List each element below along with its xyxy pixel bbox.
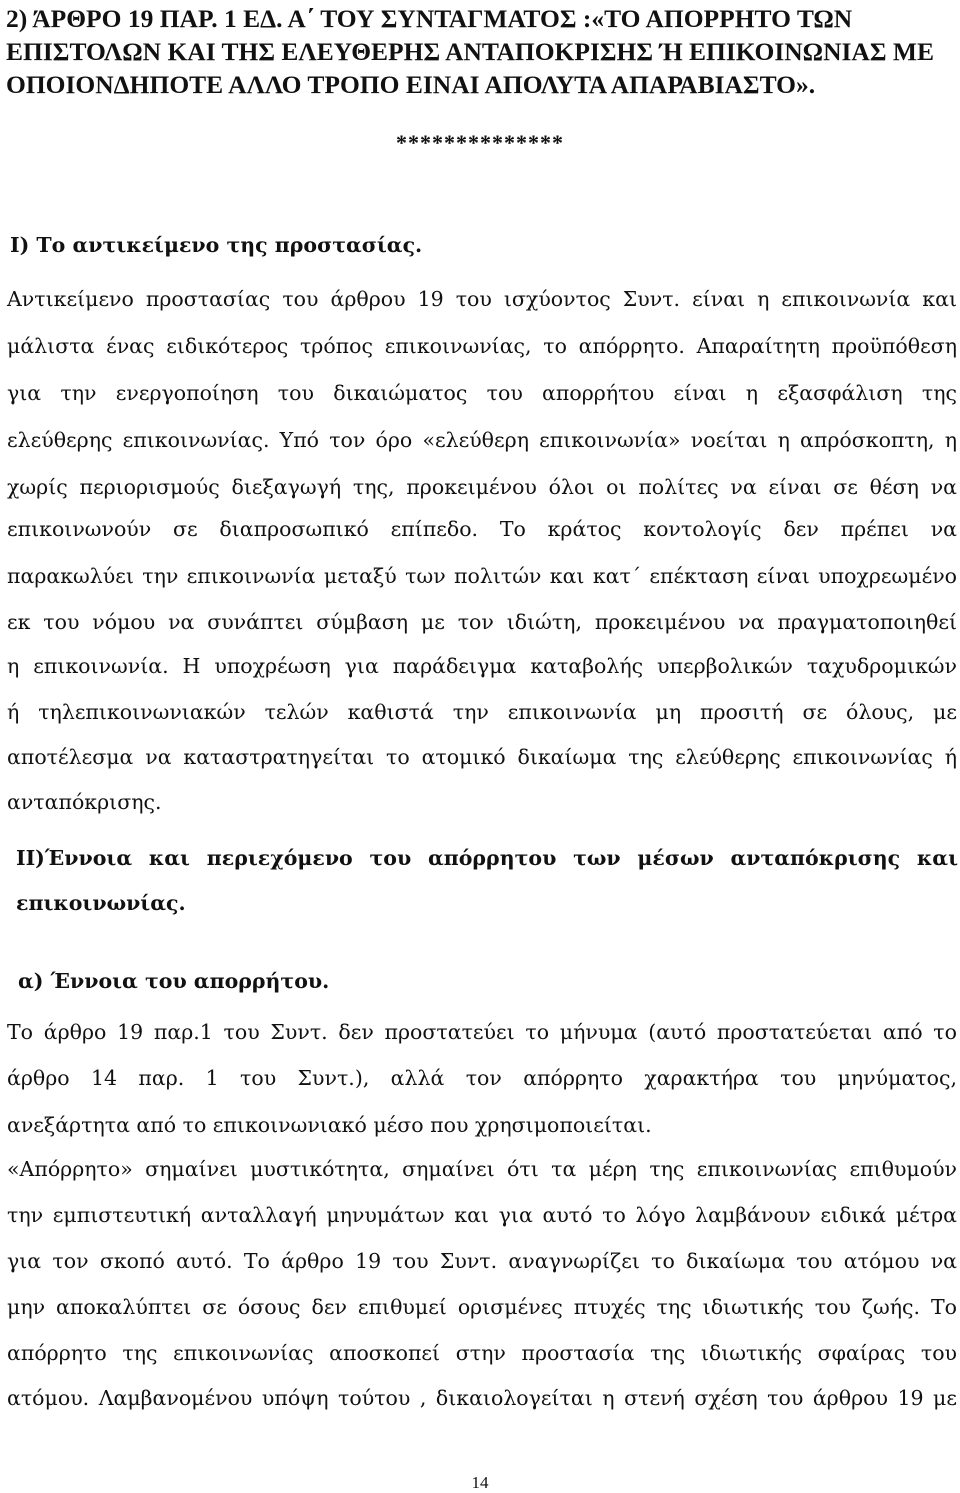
text-line: ή τηλεπικοινωνιακών τελών καθιστά την επικοινωνία μη προσιτή σε όλους, με [7, 700, 957, 724]
text-line: Αντικείμενο προστασίας του άρθρου 19 του ισχύοντος Συντ. είναι η επικοινωνία και [7, 287, 957, 311]
text-line: απόρρητο της επικοινωνίας αποσκοπεί στην προστασία της ιδιωτικής σφαίρας του [7, 1341, 957, 1365]
page-number: 14 [471, 1473, 489, 1492]
text-line: ανταπόκρισης. [7, 790, 162, 814]
text-line: χωρίς περιορισμούς διεξαγωγή της, προκειμένου όλοι οι πολίτες να είναι σε θέση να [7, 475, 957, 499]
text-line: μην αποκαλύπτει σε όσους δεν επιθυμεί ορισμένες πτυχές της ιδιωτικής του ζωής. Το [7, 1295, 957, 1319]
text-line: άρθρο 14 παρ. 1 του Συντ.), αλλά τον απόρρητο χαρακτήρα του μηνύματος, [7, 1066, 957, 1090]
separator-stars: ************** [396, 130, 564, 155]
text-line: ελεύθερης επικοινωνίας. Υπό τον όρο «ελεύθερη επικοινωνία» νοείται η απρόσκοπτη, η [7, 428, 957, 452]
text-line: Το άρθρο 19 παρ.1 του Συντ. δεν προστατεύει το μήνυμα (αυτό προστατεύεται από το [7, 1020, 957, 1044]
subsection-heading-a: α) Έννοια του απορρήτου. [18, 969, 330, 993]
text-line: μάλιστα ένας ειδικότερος τρόπος επικοινωνίας, το απόρρητο. Απαραίτητη προϋπόθεση [7, 334, 957, 358]
text-line: επικοινωνούν σε διαπροσωπικό επίπεδο. Το κράτος κοντολογίς δεν πρέπει να [7, 517, 957, 541]
text-line: «Απόρρητο» σημαίνει μυστικότητα, σημαίνει ότι τα μέρη της επικοινωνίας επιθυμούν [7, 1157, 957, 1181]
text-line: για την ενεργοποίηση του δικαιώματος του απορρήτου είναι η εξασφάλιση της [7, 381, 957, 405]
section-heading-1: I) Το αντικείμενο της προστασίας. [10, 233, 423, 257]
text-line: η επικοινωνία. Η υποχρέωση για παράδειγμα καταβολής υπερβολικών ταχυδρομικών [7, 654, 957, 678]
article-heading: 2) ΆΡΘΡΟ 19 ΠΑΡ. 1 ΕΔ. Α΄ ΤΟΥ ΣΥΝΤΑΓΜΑΤΟΣ :«ΤΟ ΑΠΟΡΡΗΤΟ ΤΩΝ ΕΠΙΣΤΟΛΩΝ ΚΑΙ ΤΗΣ ΕΛΕΥΘΕΡΗΣ ΑΝΤΑΠΟΚΡΙΣΗΣ Ή ΕΠΙΚΟΙΝΩΝΙΑΣ ΜΕ ΟΠΟΙΟΝΔΗΠΟΤΕ ΑΛΛΟ ΤΡΟΠΟ ΕΙΝΑΙ ΑΠΟΛΥΤΑ ΑΠΑΡΑΒΙΑΣΤΟ». [6, 4, 934, 99]
section-heading-2: II)Έννοια και περιεχόμενο του απόρρητου των μέσων ανταπόκρισης και [16, 846, 958, 870]
text-line: την εμπιστευτική ανταλλαγή μηνυμάτων και για αυτό το λόγο λαμβάνουν ειδικά μέτρα [7, 1203, 957, 1227]
text-line: εκ του νόμου να συνάπτει σύμβαση με τον ιδιώτη, προκειμένου να πραγματοποιηθεί [7, 610, 957, 634]
text-line: ανεξάρτητα από το επικοινωνιακό μέσο που χρησιμοποιείται. [7, 1113, 652, 1137]
text-line: αποτέλεσμα να καταστρατηγείται το ατομικό δικαίωμα της ελεύθερης επικοινωνίας ή [7, 745, 957, 769]
section-heading-2-cont: επικοινωνίας. [16, 891, 186, 915]
text-line: για τον σκοπό αυτό. Το άρθρο 19 του Συντ. αναγνωρίζει το δικαίωμα του ατόμου να [7, 1249, 957, 1273]
text-line: ατόμου. Λαμβανομένου υπόψη τούτου , δικαιολογείται η στενή σχέση του άρθρου 19 με [7, 1386, 957, 1410]
text-line: παρακωλύει την επικοινωνία μεταξύ των πολιτών και κατ΄ επέκταση είναι υποχρεωμένο [7, 564, 957, 588]
